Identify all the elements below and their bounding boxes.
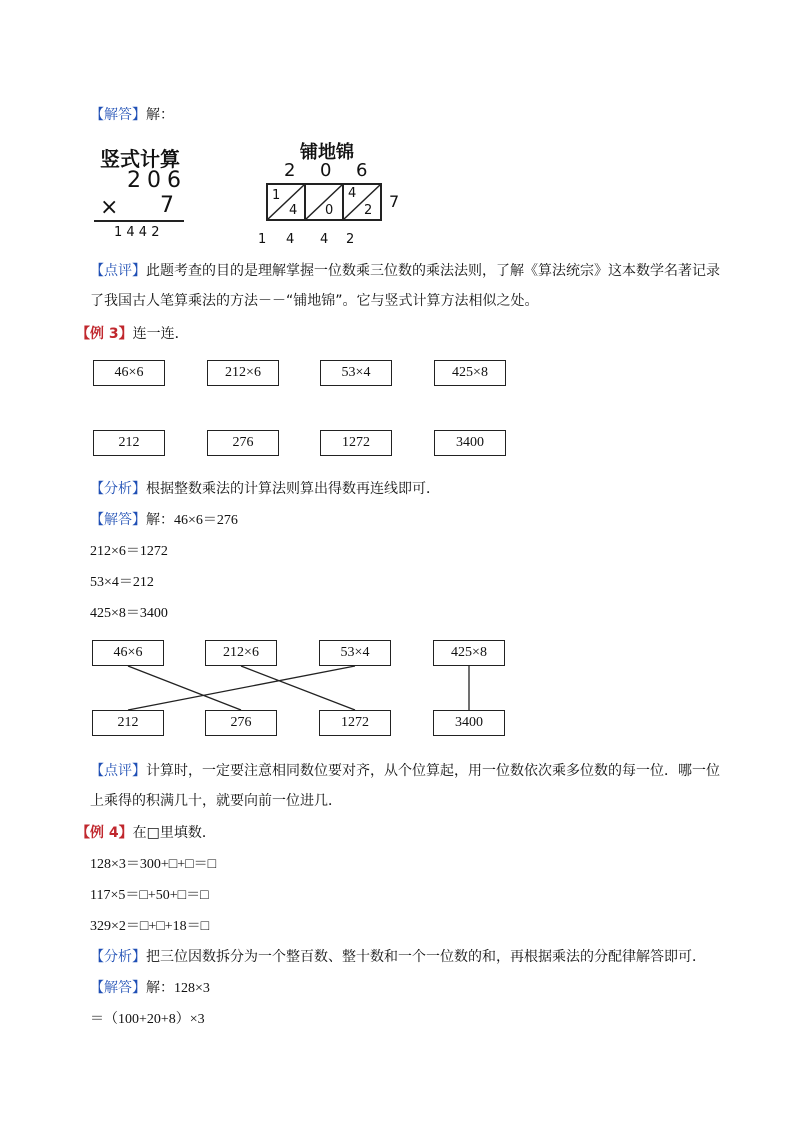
review-tag: 【点评】 (90, 763, 146, 779)
review-line: 了我国古人笔算乘法的方法－－“铺地锦”。它与竖式计算方法相似之处。 (90, 293, 539, 309)
answer-result-box: 1272 (319, 710, 391, 736)
vertical-result: 1 4 4 2 (114, 225, 160, 240)
example-text: 连一连． (132, 326, 189, 342)
answer-expression-box: 425×8 (433, 640, 505, 666)
connection-line (128, 666, 355, 710)
example-text: 在□里填数． (132, 825, 216, 841)
match-result-box: 3400 (434, 430, 506, 456)
connection-line (128, 666, 241, 710)
review-line: 计算时，一定要注意相同数位要对齐，从个位算起，用一位数依次乘多位数的每一位．哪一位 (146, 763, 720, 779)
vertical-multiplier: 7 (160, 193, 174, 218)
analysis-paragraph (90, 946, 706, 966)
vertical-times-sign: × (100, 195, 119, 220)
connection-line (241, 666, 355, 710)
lattice-top-digit: 2 (284, 160, 296, 181)
answer-tag: 【解答】 (90, 512, 146, 528)
answer-text: 解： (146, 107, 174, 123)
lattice-cell-upper: 4 (348, 186, 357, 201)
match-result-box: 1272 (320, 430, 392, 456)
answer-line: 53×4＝212 (90, 575, 154, 590)
answer-line: ＝（100+20+8）×3 (90, 1012, 205, 1027)
exercise-line: 117×5＝□+50+□＝□ (90, 888, 209, 903)
answer-expression-box: 53×4 (319, 640, 391, 666)
answer-tag: 【解答】 (90, 980, 146, 996)
vertical-top-number: 206 (127, 168, 187, 193)
answer-line: 425×8＝3400 (90, 606, 168, 621)
example-heading (76, 822, 216, 842)
analysis-tag: 【分析】 (90, 481, 146, 497)
analysis-text: 把三位因数拆分为一个整百数、整十数和一个一位数的和，再根据乘法的分配律解答即可． (146, 949, 706, 965)
match-expression-box: 212×6 (207, 360, 279, 386)
review-paragraph (90, 760, 720, 780)
answer-result-box: 3400 (433, 710, 505, 736)
match-expression-box: 53×4 (320, 360, 392, 386)
review-line: 上乘得的积满几十，就要向前一位进几． (90, 793, 342, 809)
match-expression-box: 46×6 (93, 360, 165, 386)
match-result-box: 276 (207, 430, 279, 456)
analysis-tag: 【分析】 (90, 949, 146, 965)
example-tag: 【例 4】 (76, 825, 133, 841)
vertical-title: 竖式计算 (100, 147, 180, 171)
lattice-cell-lower: 4 (289, 203, 298, 218)
review-tag: 【点评】 (90, 263, 146, 279)
answer-tag: 【解答】 (90, 107, 146, 123)
exercise-line: 329×2＝□+□+18＝□ (90, 919, 210, 934)
answer-result-box: 276 (205, 710, 277, 736)
lattice-title: 铺地锦 (300, 142, 354, 163)
answer-line: 解：128×3 (146, 981, 210, 996)
lattice-cell-lower: 2 (364, 203, 373, 218)
lattice-bottom-digit: 4 (320, 232, 329, 247)
answer-result-box: 212 (92, 710, 164, 736)
lattice-right-digit: 7 (389, 192, 400, 211)
match-result-box: 212 (93, 430, 165, 456)
lattice-bottom-digit: 1 (258, 232, 267, 247)
answer-line: 解：46×6＝276 (146, 513, 238, 528)
example-tag: 【例 3】 (76, 326, 133, 342)
answer-expression-box: 212×6 (205, 640, 277, 666)
answer-line: 212×6＝1272 (90, 544, 168, 559)
lattice-bottom-digit: 4 (286, 232, 295, 247)
lattice-bottom-digit: 2 (346, 232, 355, 247)
analysis-text: 根据整数乘法的计算法则算出得数再连线即可． (146, 481, 440, 497)
lattice-cell-lower: 0 (325, 203, 334, 218)
answer-expression-box: 46×6 (92, 640, 164, 666)
lattice-cell-upper: 1 (272, 188, 281, 203)
lattice-top-digit: 0 (320, 160, 332, 181)
answer-paragraph (90, 977, 210, 997)
review-line: 此题考查的目的是理解掌握一位数乘三位数的乘法法则，了解《算法统宗》这本数学名著记录 (146, 263, 720, 279)
lattice-top-digit: 6 (356, 160, 368, 181)
match-expression-box: 425×8 (434, 360, 506, 386)
exercise-line: 128×3＝300+□+□＝□ (90, 857, 217, 872)
